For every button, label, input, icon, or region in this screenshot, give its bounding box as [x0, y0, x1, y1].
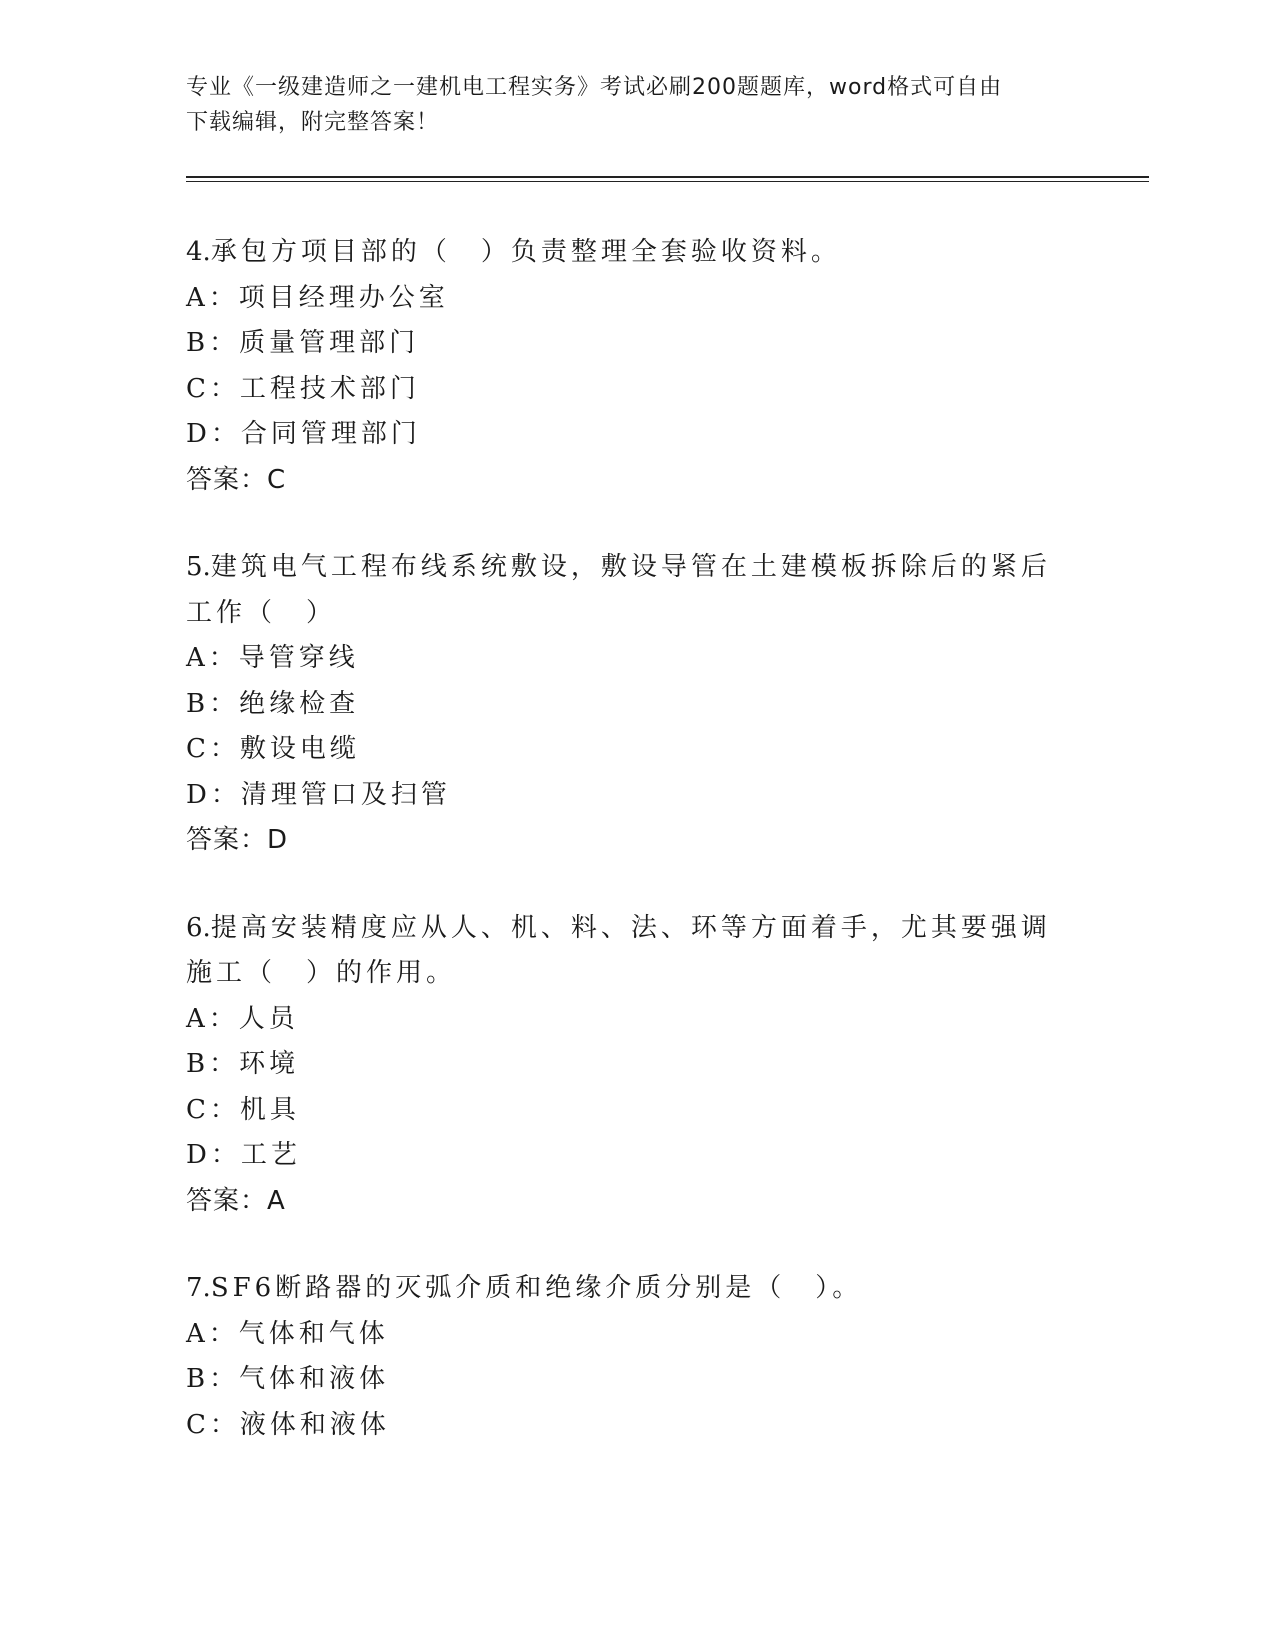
- question-5: [186, 545, 1066, 864]
- answer-line: 答案：D: [186, 825, 289, 855]
- option-d: D：工艺: [186, 1140, 301, 1170]
- document-header: [186, 70, 1066, 140]
- option-d: D：合同管理部门: [186, 419, 421, 449]
- option-d: D：清理管口及扫管: [186, 779, 451, 810]
- option-b: B：环境: [186, 1049, 300, 1079]
- option-b: B：质量管理部门: [186, 328, 420, 358]
- question-number: 7.: [186, 1273, 211, 1303]
- question-stem: [186, 230, 1066, 276]
- option-c: C：机具: [186, 1094, 300, 1125]
- option-a: A：项目经理办公室: [186, 282, 449, 313]
- question-6: [186, 906, 1066, 1225]
- question-text: 提高安装精度应从人、机、料、法、环等方面着手，尤其要强调施工（ ）的作用。: [186, 912, 1051, 988]
- header-intro-line-1: 专业《一级建造师之一建机电工程实务》考试必刷200题题库，word格式可自由: [186, 75, 1003, 100]
- header-intro-line-2: 下载编辑，附完整答案！: [186, 110, 440, 135]
- option-a: A：气体和气体: [186, 1318, 389, 1349]
- option-b: B：气体和液体: [186, 1364, 390, 1394]
- question-stem: [186, 1266, 1066, 1312]
- question-number: 6.: [186, 912, 211, 943]
- question-number: 4.: [186, 237, 211, 267]
- question-text: 建筑电气工程布线系统敷设，敷设导管在土建模板拆除后的紧后工作（ ）: [186, 552, 1051, 628]
- header-divider-thick: [186, 176, 1149, 178]
- question-list: [186, 230, 1066, 1490]
- question-text: SF6断路器的灭弧介质和绝缘介质分别是（ ）。: [210, 1273, 863, 1303]
- option-c: C：敷设电缆: [186, 734, 360, 764]
- question-number: 5.: [186, 552, 211, 582]
- option-a: A：导管穿线: [186, 643, 359, 673]
- option-c: C：液体和液体: [186, 1409, 390, 1440]
- question-stem: [186, 906, 1066, 997]
- question-7: [186, 1266, 1066, 1448]
- header-divider-thin: [186, 181, 1149, 182]
- answer-line: 答案：A: [186, 1185, 286, 1216]
- question-4: [186, 230, 1066, 503]
- option-c: C：工程技术部门: [186, 373, 420, 404]
- option-a: A：人员: [186, 1003, 299, 1034]
- option-b: B：绝缘检查: [186, 688, 360, 719]
- question-stem: [186, 545, 1066, 636]
- answer-line: 答案：C: [186, 464, 287, 495]
- question-text: 承包方项目部的（ ）负责整理全套验收资料。: [210, 237, 841, 267]
